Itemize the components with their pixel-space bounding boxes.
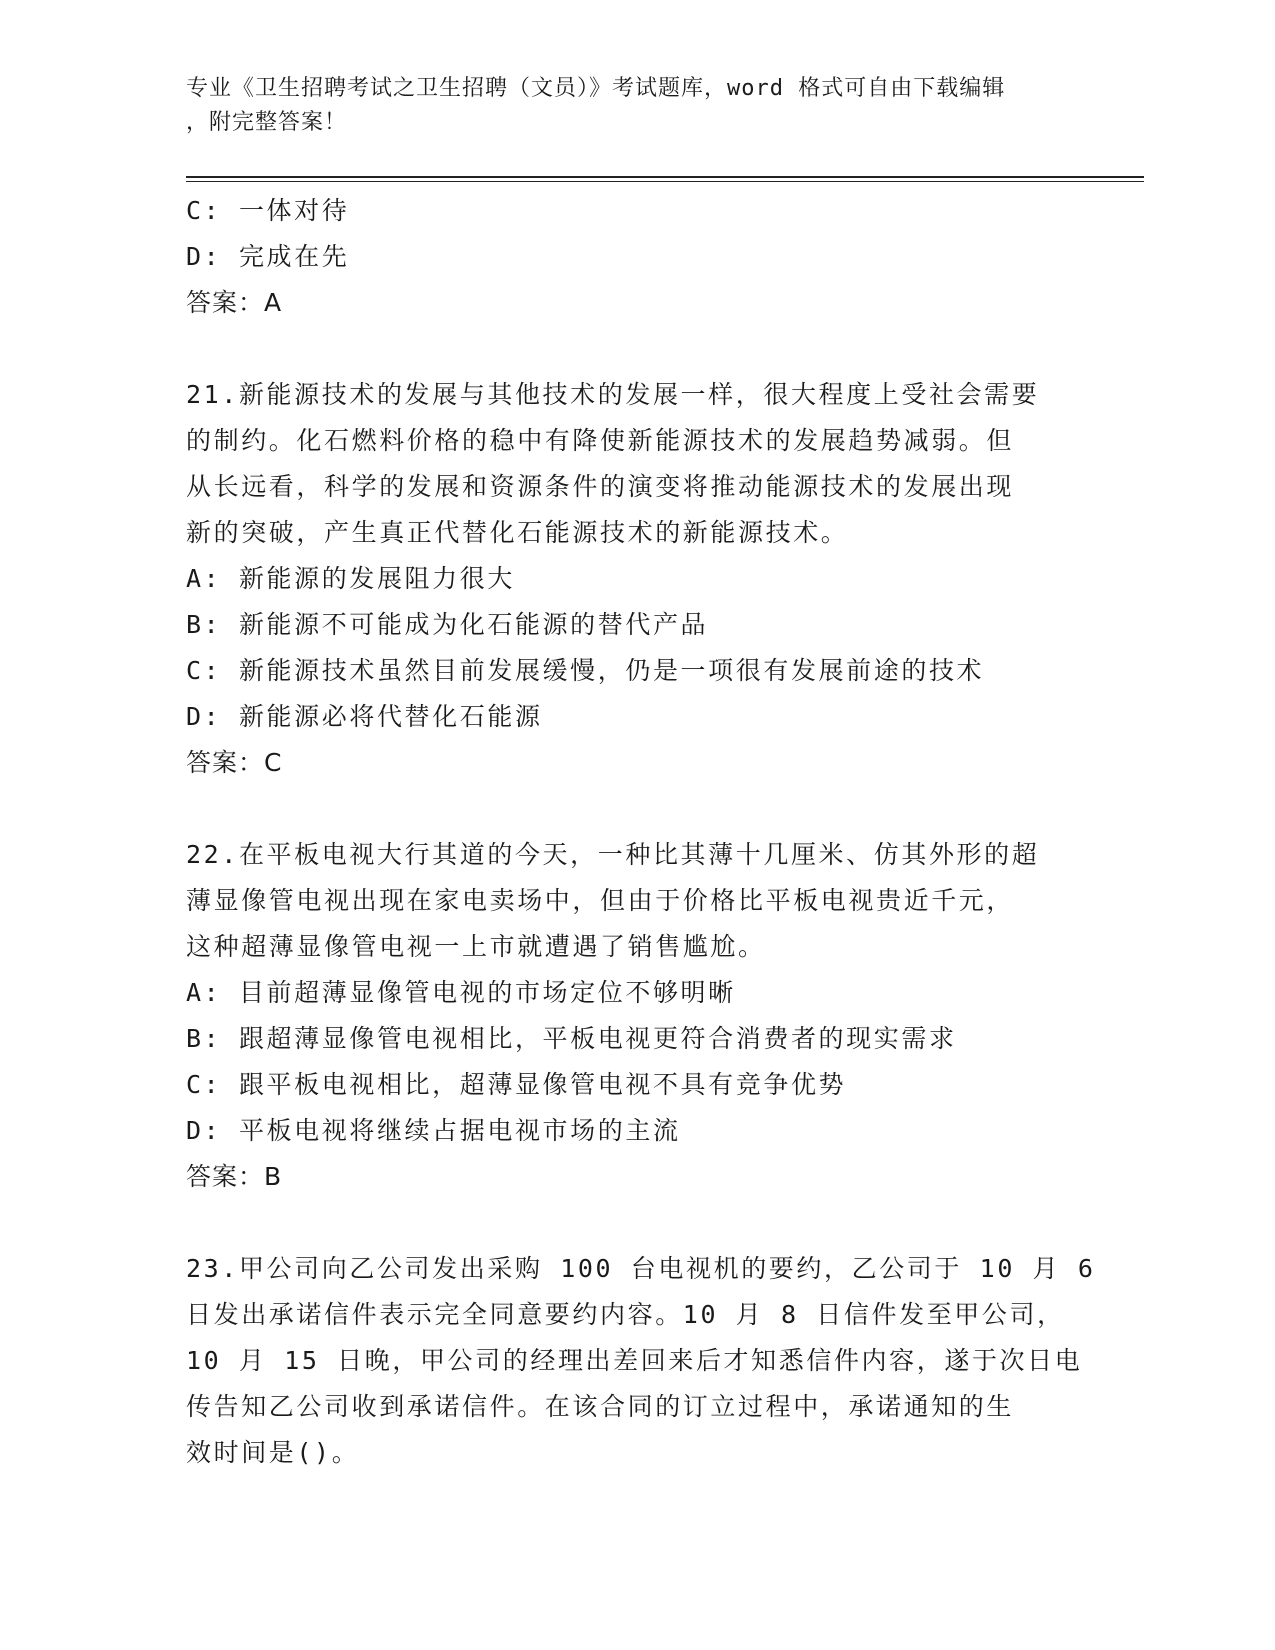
question-text-line: 薄显像管电视出现在家电卖场中，但由于价格比平板电视贵近千元， xyxy=(186,886,1015,915)
question-text-line: 的制约。化石燃料价格的稳中有降使新能源技术的发展趋势减弱。但 xyxy=(186,426,1015,455)
option-b: B: 新能源不可能成为化石能源的替代产品 xyxy=(186,610,709,639)
question-content xyxy=(186,188,1096,1476)
question-21 xyxy=(186,372,1086,786)
header-divider-thick xyxy=(186,176,1144,178)
header-line-2: ，附完整答案！ xyxy=(186,110,348,135)
option-d: D: 完成在先 xyxy=(186,242,350,271)
answer-line: 答案：C xyxy=(186,748,283,777)
question-23 xyxy=(186,1246,1096,1476)
question-text-line: 22.在平板电视大行其道的今天，一种比其薄十几厘米、仿其外形的超 xyxy=(186,840,1040,869)
page-header xyxy=(186,72,1086,140)
option-b: B: 跟超薄显像管电视相比，平板电视更符合消费者的现实需求 xyxy=(186,1024,957,1053)
question-text-line: 从长远看，科学的发展和资源条件的演变将推动能源技术的发展出现 xyxy=(186,472,1015,501)
question-text-line: 21.新能源技术的发展与其他技术的发展一样，很大程度上受社会需要 xyxy=(186,380,1040,409)
answer-line: 答案：A xyxy=(186,288,283,317)
option-c: C: 新能源技术虽然目前发展缓慢，仍是一项很有发展前途的技术 xyxy=(186,656,985,685)
question-text-line: 10 月 15 日晚，甲公司的经理出差回来后才知悉信件内容，遂于次日电 xyxy=(186,1346,1083,1375)
question-text-line: 23.甲公司向乙公司发出采购 100 台电视机的要约，乙公司于 10 月 6 xyxy=(186,1254,1096,1283)
question-text-line: 效时间是()。 xyxy=(186,1438,360,1467)
question-text-line: 传告知乙公司收到承诺信件。在该合同的订立过程中，承诺通知的生 xyxy=(186,1392,1015,1421)
option-a: A: 目前超薄显像管电视的市场定位不够明晰 xyxy=(186,978,736,1007)
option-d: D: 平板电视将继续占据电视市场的主流 xyxy=(186,1116,681,1145)
question-text-line: 日发出承诺信件表示完全同意要约内容。10 月 8 日信件发至甲公司， xyxy=(186,1300,1065,1329)
option-a: A: 新能源的发展阻力很大 xyxy=(186,564,515,593)
option-d: D: 新能源必将代替化石能源 xyxy=(186,702,543,731)
question-22 xyxy=(186,832,1086,1200)
answer-line: 答案：B xyxy=(186,1162,283,1191)
header-line-1: 专业《卫生招聘考试之卫生招聘（文员）》考试题库，word 格式可自由下载编辑 xyxy=(186,76,1006,101)
header-divider-thin xyxy=(186,181,1144,182)
question-text-line: 这种超薄显像管电视一上市就遭遇了销售尴尬。 xyxy=(186,932,766,961)
option-c: C: 跟平板电视相比，超薄显像管电视不具有竞争优势 xyxy=(186,1070,847,1099)
question-text-line: 新的突破，产生真正代替化石能源技术的新能源技术。 xyxy=(186,518,849,547)
option-c: C: 一体对待 xyxy=(186,196,350,225)
previous-question-tail xyxy=(186,188,1086,326)
